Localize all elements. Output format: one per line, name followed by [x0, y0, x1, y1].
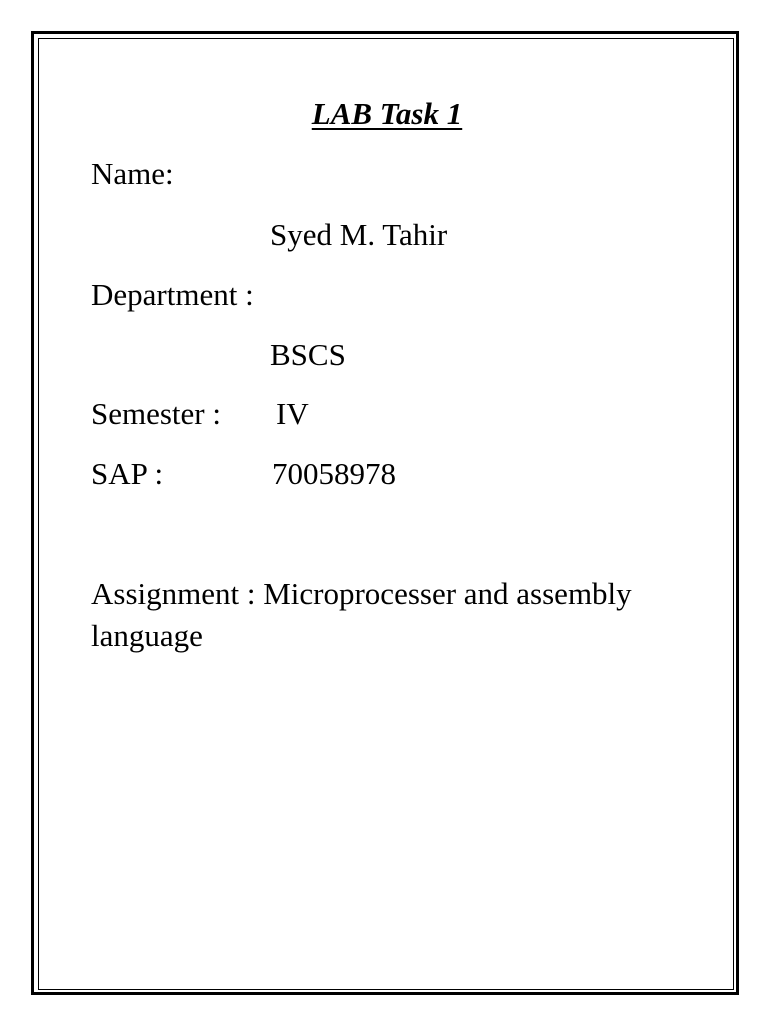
sap-label: SAP : — [91, 456, 164, 491]
department-label: Department : — [91, 277, 254, 312]
semester-label: Semester : — [91, 396, 221, 431]
department-value: BSCS — [270, 337, 346, 372]
name-value: Syed M. Tahir — [270, 217, 448, 252]
assignment-line-2: language — [91, 618, 203, 653]
assignment-line-1: Assignment : Microprocesser and assembly — [91, 576, 632, 611]
name-label: Name: — [91, 156, 174, 191]
document-title: LAB Task 1 — [311, 96, 463, 131]
sap-value: 70058978 — [272, 456, 396, 491]
semester-value: IV — [276, 396, 309, 431]
